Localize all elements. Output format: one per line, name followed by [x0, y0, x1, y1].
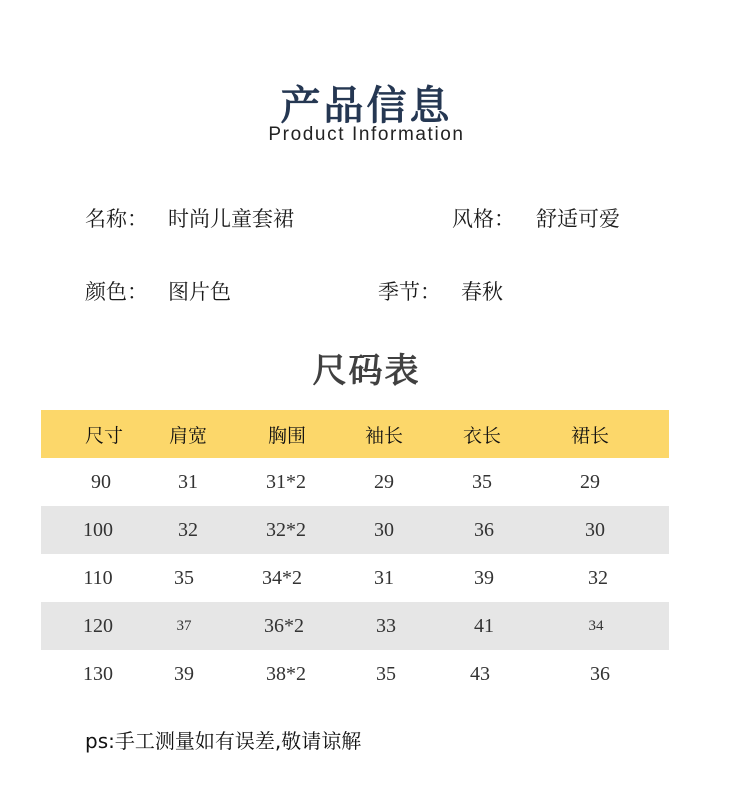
- cell-chest: 36*2: [264, 614, 304, 637]
- cell-shoulder: 31: [178, 470, 198, 493]
- table-row: [41, 602, 669, 650]
- table-row: [41, 650, 669, 698]
- name-value: 时尚儿童套裙: [168, 207, 294, 231]
- table-row: [41, 554, 669, 602]
- table-row: [41, 458, 669, 506]
- cell-skirt-length: 36: [590, 662, 610, 685]
- header-sleeve: 袖长: [364, 424, 403, 447]
- cell-size: 90: [91, 470, 111, 493]
- cell-chest: 34*2: [262, 566, 302, 589]
- cell-top-length: 35: [472, 470, 492, 493]
- cell-shoulder: 37: [176, 617, 192, 634]
- cell-sleeve: 33: [376, 614, 396, 637]
- cell-skirt-length: 34: [588, 617, 604, 634]
- cell-top-length: 43: [470, 662, 490, 685]
- cell-skirt-length: 29: [580, 470, 600, 493]
- cell-shoulder: 35: [174, 566, 194, 589]
- page-title: 产品信息: [280, 83, 453, 129]
- cell-chest: 31*2: [266, 470, 306, 493]
- measurement-note: ps:手工测量如有误差,敬请谅解: [85, 729, 362, 753]
- header-top-length: 衣长: [462, 424, 501, 447]
- cell-size: 100: [83, 518, 113, 541]
- cell-skirt-length: 30: [585, 518, 605, 541]
- name-label: 名称：: [85, 207, 148, 231]
- cell-sleeve: 31: [374, 566, 394, 589]
- cell-sleeve: 29: [374, 470, 394, 493]
- cell-shoulder: 32: [178, 518, 198, 541]
- page-subtitle: Product Information: [268, 124, 465, 145]
- size-table: [41, 410, 669, 698]
- cell-chest: 32*2: [266, 518, 306, 541]
- table-row: [41, 506, 669, 554]
- cell-top-length: 41: [474, 614, 494, 637]
- header-skirt-length: 裙长: [570, 424, 609, 447]
- cell-top-length: 39: [474, 566, 494, 589]
- header-size: 尺寸: [84, 424, 123, 447]
- cell-size: 110: [83, 566, 113, 589]
- cell-sleeve: 35: [376, 662, 396, 685]
- cell-chest: 38*2: [266, 662, 306, 685]
- season-value: 春秋: [461, 280, 503, 304]
- cell-size: 120: [83, 614, 113, 637]
- header-chest: 胸围: [267, 424, 306, 447]
- style-label: 风格：: [452, 207, 515, 231]
- table-header-row: [41, 410, 669, 458]
- size-chart-title: 尺码表: [312, 351, 421, 391]
- cell-top-length: 36: [474, 518, 494, 541]
- season-label: 季节：: [378, 280, 441, 304]
- cell-size: 130: [83, 662, 113, 685]
- cell-skirt-length: 32: [588, 566, 608, 589]
- header-shoulder: 肩宽: [168, 424, 207, 447]
- style-value: 舒适可爱: [536, 207, 620, 231]
- color-value: 图片色: [168, 280, 231, 304]
- cell-shoulder: 39: [174, 662, 194, 685]
- cell-sleeve: 30: [374, 518, 394, 541]
- color-label: 颜色：: [85, 280, 148, 304]
